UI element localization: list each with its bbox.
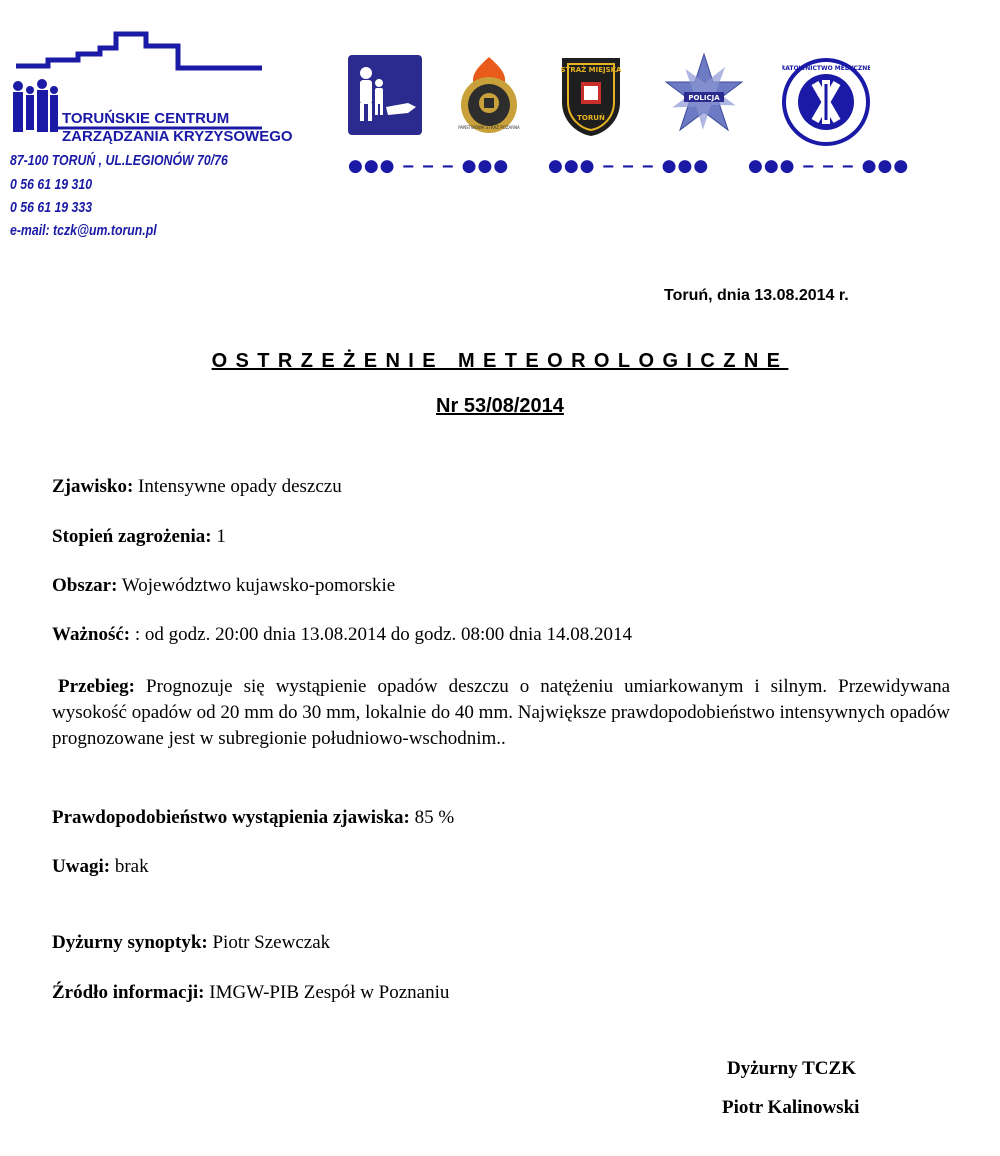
signature-role: Dyżurny TCZK xyxy=(727,1058,856,1079)
field-phenomenon xyxy=(52,476,342,498)
city-guard-text-top: STRAŻ MIEJSKA xyxy=(560,66,622,74)
probability-label: Prawdopodobieństwo wystąpienia zjawiska: xyxy=(52,807,410,828)
org-email: e-mail: tczk@um.torun.pl xyxy=(10,222,157,239)
fire-brigade-text: PAŃSTWOWA STRAŻ POŻARNA xyxy=(458,125,520,130)
org-name-line2: ZARZĄDZANIA KRYZYSOWEGO xyxy=(62,128,293,145)
field-threat-level xyxy=(52,526,226,548)
dot-dash-divider-2: ●●● ‒ ‒ ‒ ●●● xyxy=(548,156,710,176)
source-label: Źródło informacji: xyxy=(52,982,205,1003)
org-phone-1: 0 56 61 19 310 xyxy=(10,176,93,193)
medical-rescue-icon xyxy=(782,58,870,146)
dot-dash-divider-3: ●●● ‒ ‒ ‒ ●●● xyxy=(748,156,910,176)
org-phone-2: 0 56 61 19 333 xyxy=(10,199,93,216)
medical-rescue-badge xyxy=(782,58,870,146)
validity-value: : od godz. 20:00 dnia 13.08.2014 do godz. 08:00 dnia 14.08.2014 xyxy=(130,624,632,645)
signature-name: Piotr Kalinowski xyxy=(722,1097,860,1118)
social-help-icon xyxy=(348,55,422,135)
field-source xyxy=(52,982,449,1004)
fire-brigade-icon xyxy=(454,55,524,139)
area-label: Obszar: xyxy=(52,575,118,596)
dot-dash-divider-1: ●●● ‒ ‒ ‒ ●●● xyxy=(348,156,510,176)
threat-value: 1 xyxy=(211,526,226,547)
document-title-text: OSTRZEŻENIE METEOROLOGICZNE xyxy=(211,350,789,372)
probability-value: 85 % xyxy=(409,807,455,828)
forecaster-label: Dyżurny synoptyk: xyxy=(52,932,208,953)
course-value: Prognozuje się wystąpienie opadów deszczu o natężeniu umiarkowanym i silnym. Przewidywana wysokość opadów od 20 mm do 30 mm, lokalnie do 40 mm. Największe prawdopodobieństwo intensywnych opadów prognozowane jest w subregionie południowo-wschodnim.. xyxy=(52,676,950,749)
field-course xyxy=(52,674,950,752)
org-name-line1: TORUŃSKIE CENTRUM xyxy=(62,110,230,127)
field-forecaster xyxy=(52,932,330,954)
police-text: POLICJA xyxy=(688,94,720,102)
remarks-label: Uwagi: xyxy=(52,856,111,877)
forecaster-value: Piotr Szewczak xyxy=(207,932,331,953)
phenomenon-value: Intensywne opady deszczu xyxy=(133,476,342,497)
phenomenon-label: Zjawisko: xyxy=(52,476,134,497)
field-validity xyxy=(52,624,632,646)
field-area xyxy=(52,575,395,597)
city-guard-badge xyxy=(558,52,624,138)
document-date: Toruń, dnia 13.08.2014 r. xyxy=(664,287,849,304)
org-address: 87-100 TORUŃ , UL.LEGIONÓW 70/76 xyxy=(10,152,228,169)
threat-label: Stopień zagrożenia: xyxy=(52,526,212,547)
remarks-value: brak xyxy=(110,856,149,877)
police-star-icon xyxy=(660,52,748,140)
police-badge xyxy=(660,52,748,140)
source-value: IMGW-PIB Zespół w Poznaniu xyxy=(204,982,450,1003)
document-number-text: Nr 53/08/2014 xyxy=(436,395,564,417)
document-title xyxy=(0,350,1000,373)
city-guard-text-bottom: TORUŃ xyxy=(577,114,605,122)
course-label: Przebieg: xyxy=(58,676,136,697)
validity-label: Ważność: xyxy=(52,624,131,645)
area-value: Województwo kujawsko-pomorskie xyxy=(117,575,396,596)
document-number xyxy=(0,395,1000,418)
field-remarks xyxy=(52,856,149,878)
city-guard-icon xyxy=(558,52,624,138)
field-probability xyxy=(52,807,454,829)
medical-rescue-text: RATOWNICTWO MEDYCZNE xyxy=(782,65,870,72)
fire-brigade-badge xyxy=(454,55,524,139)
